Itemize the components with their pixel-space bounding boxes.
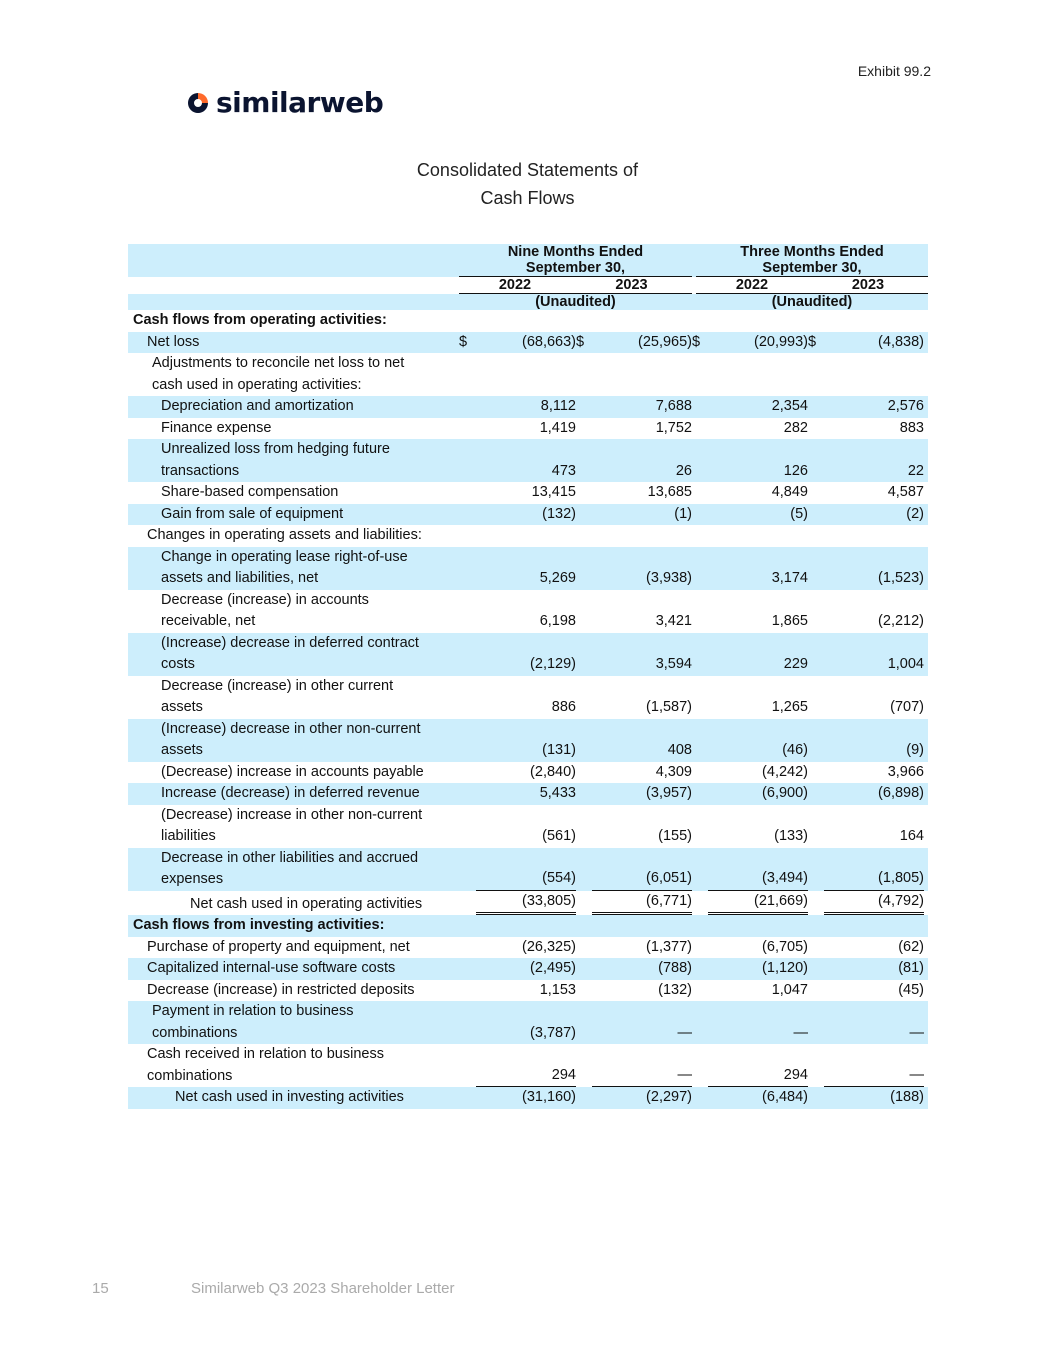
cell-value: (2,129) [530,656,576,672]
cell-value: 473 [551,462,576,479]
cell-value: (1,805) [824,868,924,891]
cell-value: 1,153 [539,981,576,998]
cash-flow-table [128,244,928,1109]
row-label: Net cash used in investing activities [175,1089,404,1105]
cell-value: (9) [906,742,924,758]
currency-symbol: $ [692,333,701,350]
cell-value: 2,354 [771,398,808,414]
cell-value: (81) [898,960,924,976]
cell-value: — [677,1024,692,1041]
cell-value: (155) [658,828,692,844]
footer-text: Similarweb Q3 2023 Shareholder Letter [191,1280,455,1297]
cell-value: (707) [890,699,924,715]
cell-value: (1) [674,505,692,522]
row-label: Decrease (increase) in accounts receivable, net [161,591,369,629]
cell-value: (3,494) [708,868,808,891]
cell-value: (788) [658,960,692,976]
cell-value: (6,771) [592,891,692,916]
page-number: 15 [92,1280,109,1297]
cell-value: 8,112 [540,398,576,414]
row-label: Finance expense [161,419,272,436]
cell-value: (2,495) [530,960,576,976]
table-row [128,504,928,526]
cell-value: — [592,1065,692,1088]
cell-value: 886 [551,699,576,715]
cell-value: (6,900) [762,785,808,801]
cell-value: 3,594 [655,656,692,672]
row-label: Increase (decrease) in deferred revenue [161,785,420,801]
row-label: Gain from sale of equipment [161,505,344,522]
cell-value: 2,576 [887,398,924,414]
table-row [128,396,928,418]
currency-symbol: $ [808,333,817,350]
row-label: Changes in operating assets and liabilities: [147,527,422,543]
cell-value: (20,993) [753,333,808,350]
cell-value: 229 [783,656,808,672]
table-row [128,1087,928,1109]
cell-value: 1,865 [771,613,808,629]
table-row [128,848,928,891]
cell-value: 883 [899,419,924,436]
cell-value: (26,325) [521,938,576,955]
row-label: (Decrease) increase in other non-current liabilities [161,806,423,844]
cell-value: 294 [476,1065,576,1088]
table-row [128,783,928,805]
cell-value: (21,669) [708,891,808,916]
row-label: Share-based compensation [161,484,339,500]
cell-value: 3,421 [655,613,692,629]
table-row [128,310,928,332]
cell-value: (188) [890,1089,924,1105]
cell-value: 7,688 [655,398,692,414]
table-row [128,891,928,916]
cell-value: (2,212) [878,613,924,629]
cell-value: (46) [782,742,808,758]
cell-value: (4,838) [878,333,924,350]
cell-value: (2,840) [530,763,576,780]
table-row [128,937,928,959]
cell-value: 13,685 [647,484,692,500]
similarweb-logo-icon [186,91,210,115]
table-row [128,1044,928,1087]
header-row-periods: Nine Months Ended September 30, Three Months Ended September 30, [128,244,928,277]
row-label: Decrease (increase) in other current assets [161,677,394,715]
row-label: Cash flows from investing activities: [133,917,385,933]
table-row [128,980,928,1002]
table-row [128,762,928,784]
cell-value: 1,265 [771,699,808,715]
cell-value: (4,242) [762,763,808,780]
cell-value: 3,174 [771,570,808,586]
cell-value: (1,120) [762,960,808,976]
cell-value: 1,047 [771,981,808,998]
cell-value: (2) [906,505,924,522]
table-row [128,353,928,396]
row-label: Capitalized internal-use software costs [147,960,396,976]
table-row [128,958,928,980]
cell-value: (62) [898,938,924,955]
cell-value: 4,309 [655,763,692,780]
row-label: (Decrease) increase in accounts payable [161,763,424,780]
cell-value: 5,269 [539,570,576,586]
page-title: Consolidated Statements of Cash Flows [416,160,639,208]
row-label: Payment in relation to business combinations [152,1003,354,1041]
cell-value: 5,433 [539,785,576,801]
row-label: (Increase) decrease in other non-current assets [161,720,421,758]
row-label: Depreciation and amortization [161,398,354,414]
cell-value: (45) [898,981,924,998]
table-row [128,633,928,676]
cell-value: (3,957) [646,785,692,801]
table-row [128,439,928,482]
cell-value: 1,004 [887,656,924,672]
cell-value: — [793,1024,808,1041]
header-row-unaudited: (Unaudited) (Unaudited) [128,294,928,310]
cell-value: (1,523) [878,570,924,586]
cell-value: (3,787) [530,1024,576,1041]
row-label: Net cash used in operating activities [190,895,423,912]
cell-value: 126 [783,462,808,479]
cell-value: 282 [783,419,808,436]
cell-value: (6,051) [592,868,692,891]
table-row [128,332,928,354]
brand-logo [186,86,383,119]
exhibit-label: Exhibit 99.2 [857,63,931,79]
cell-value: (554) [476,868,576,891]
cell-value: (3,938) [646,570,692,586]
cell-value: 1,419 [539,419,576,436]
row-label: Purchase of property and equipment, net [147,938,410,955]
cell-value: — [824,1065,924,1088]
cell-value: (132) [658,981,692,998]
cell-value: 294 [708,1065,808,1088]
cell-value: 22 [907,462,924,479]
table-row [128,525,928,547]
table-row [128,1001,928,1044]
cell-value: (131) [542,742,576,758]
row-label: (Increase) decrease in deferred contract costs [161,634,419,672]
table-row [128,805,928,848]
cell-value: 26 [675,462,692,479]
cell-value: (2,297) [646,1089,692,1105]
cell-value: (1,377) [646,938,692,955]
cell-value: (561) [542,828,576,844]
table-row [128,719,928,762]
cell-value: (132) [542,505,576,522]
row-label: Net loss [147,333,200,350]
table-row [128,547,928,590]
cell-value: 4,587 [887,484,924,500]
cell-value: 13,415 [531,484,576,500]
row-label: Cash received in relation to business combinations [147,1046,384,1084]
row-label: Unrealized loss from hedging future transactions [161,441,390,479]
cell-value: 4,849 [771,484,808,500]
cell-value: 6,198 [539,613,576,629]
currency-symbol: $ [576,333,585,350]
cell-value: (1,587) [646,699,692,715]
brand-name: similarweb [216,86,384,119]
table-row [128,915,928,937]
currency-symbol: $ [459,333,468,350]
cell-value: — [909,1024,924,1041]
cell-value: 1,752 [655,419,692,436]
row-label: Change in operating lease right-of-use assets and liabilities, net [161,548,408,586]
cell-value: (68,663) [521,333,576,350]
cell-value: (4,792) [824,891,924,916]
cell-value: (133) [774,828,808,844]
cell-value: 408 [667,742,692,758]
row-label: Adjustments to reconcile net loss to net cash used in operating activities: [152,355,405,393]
cell-value: (6,484) [762,1089,808,1105]
cell-value: (6,898) [878,785,924,801]
row-label: Cash flows from operating activities: [133,312,387,328]
cell-value: (5) [790,505,808,522]
table-row [128,676,928,719]
row-label: Decrease in other liabilities and accrued expenses [161,849,419,887]
table-row [128,418,928,440]
cell-value: (6,705) [762,938,808,955]
row-label: Decrease (increase) in restricted deposits [147,981,415,998]
table-row [128,482,928,504]
header-row-years: 2022 2023 2022 2023 [128,277,928,294]
cell-value: (25,965) [637,333,692,350]
cell-value: (31,160) [521,1089,576,1105]
cell-value: 164 [899,828,924,844]
cell-value: 3,966 [887,763,924,780]
cell-value: (33,805) [476,891,576,916]
table-row [128,590,928,633]
